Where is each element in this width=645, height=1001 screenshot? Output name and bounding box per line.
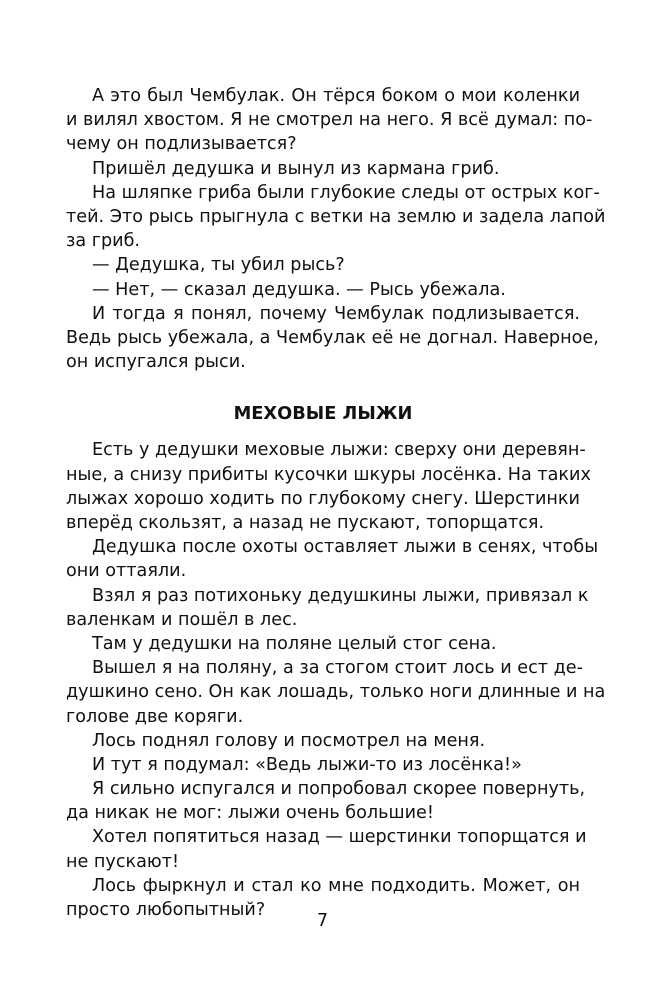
text-line: Лось фыркнул и стал ко мне подходить. Может, он [92, 875, 580, 896]
page-text [66, 84, 606, 922]
text-line: он испугался рыси. [66, 352, 246, 373]
text-line: Там у дедушки на поляне целый стог сена. [92, 633, 497, 654]
text-line: и вилял хвостом. Я не смотрел на него. Я всё думал: по- [66, 110, 593, 131]
text-line: валенкам и пошёл в лес. [66, 609, 298, 630]
text-line: они оттаяли. [66, 561, 187, 582]
text-line: Я сильно испугался и попробовал скорее повернуть, [92, 779, 586, 800]
text-line: А это был Чембулак. Он тёрся боком о мои коленки [92, 86, 580, 106]
text-line: Лось поднял голову и посмотрел на меня. [92, 730, 486, 751]
text-line: И тогда я понял, почему Чембулак подлизывается. [92, 303, 580, 324]
text-line: за гриб. [66, 231, 141, 252]
text-line: Есть у дедушки меховые лыжи: сверху они деревян- [92, 440, 586, 461]
text-line: — Нет, — сказал дедушка. — Рысь убежала. [92, 279, 506, 300]
section-gap [66, 374, 580, 402]
text-line: На шляпке гриба были глубокие следы от острых ког- [92, 182, 600, 203]
text-line: Ведь рысь убежала, а Чембулак её не догнал. Наверное, [66, 327, 599, 348]
text-line: да никак не мог: лыжи очень большие! [66, 803, 434, 824]
text-line: вперёд скользят, а назад не пускают, топорщатся. [66, 513, 545, 533]
text-line: ные, а снизу прибиты кусочки шкуры лосёнка. На таких [66, 464, 591, 485]
text-line: душкино сено. Он как лошадь, только ноги длинные и на [66, 682, 606, 703]
text-line: просто любопытный? [66, 900, 266, 920]
text-line: чему он подлизывается? [66, 134, 297, 155]
chapter-title: МЕХОВЫЕ ЛЫЖИ [233, 403, 413, 425]
text-line: И тут я подумал: «Ведь лыжи-то из лосёнка!» [92, 754, 522, 775]
text-line: голове две коряги. [66, 706, 244, 727]
text-line: Вышел я на поляну, а за стогом стоит лось и ест де- [92, 658, 583, 679]
text-line: не пускают! [66, 851, 180, 872]
story-ending [66, 84, 606, 374]
text-line: Дедушка после охоты оставляет лыжи в сенях, чтобы [92, 537, 599, 558]
text-line: Пришёл дедушка и вынул из кармана гриб. [92, 158, 500, 179]
text-line: Хотел попятиться назад — шерстинки топорщатся и [92, 827, 587, 848]
chapter-body [66, 438, 606, 922]
text-line: Взял я раз потихоньку дедушкины лыжи, привязал к [92, 585, 589, 606]
page-number: 7 [316, 911, 329, 931]
text-line: тей. Это рысь прыгнула с ветки на землю и задела лапой [66, 206, 606, 227]
text-line: лыжах хорошо ходить по глубокому снегу. Шерстинки [66, 488, 580, 509]
text-line: — Дедушка, ты убил рысь? [92, 255, 345, 276]
